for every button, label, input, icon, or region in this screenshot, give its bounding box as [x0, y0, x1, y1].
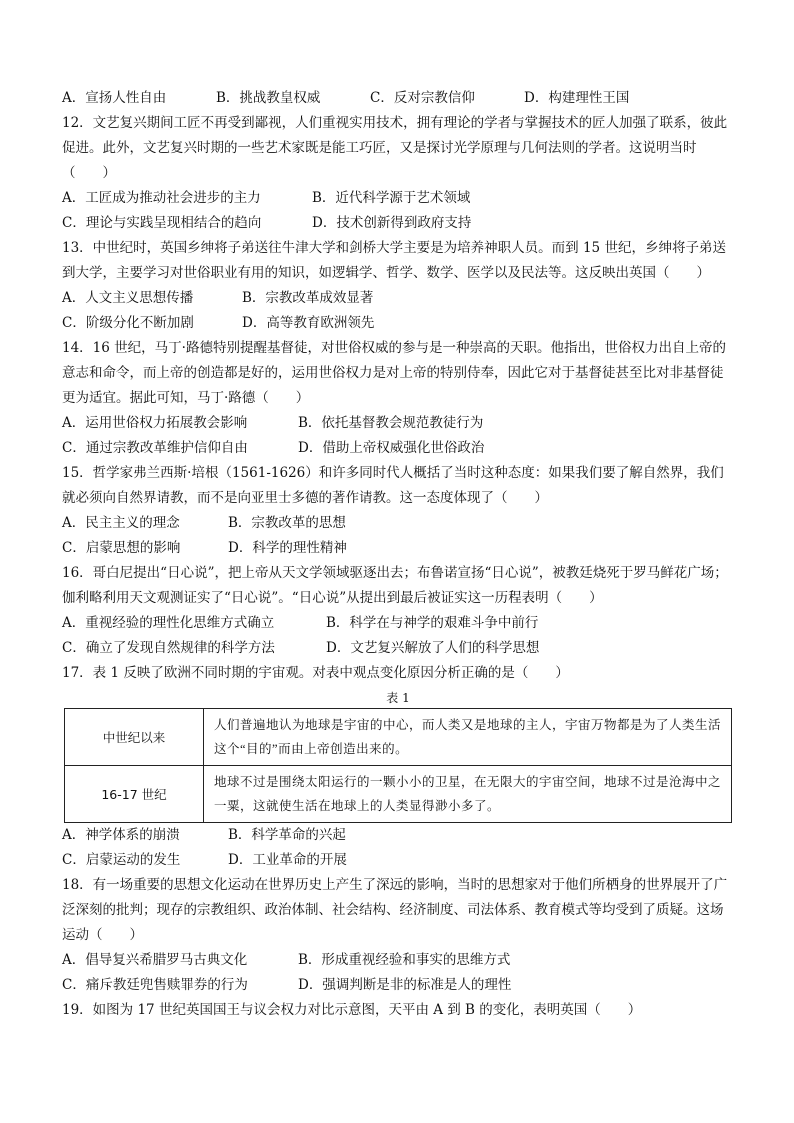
table-cell-description: 人们普遍地认为地球是宇宙的中心，而人类又是地球的主人，宇宙万物都是为了人类生活这个“目的”而由上帝创造出来的。	[204, 709, 732, 766]
option-b: B．依托基督教会规范教徒行为	[298, 415, 484, 431]
q18-options-2	[62, 973, 734, 998]
table-caption: 表 1	[386, 691, 410, 705]
option-b: B．科学在与神学的艰难斗争中前行	[326, 615, 539, 631]
table-cell-period: 中世纪以来	[65, 709, 204, 766]
option-c: C．理论与实践呈现相结合的趋向	[62, 215, 262, 231]
option-b: B．宗教改革的思想	[228, 515, 346, 531]
q13-options-2	[62, 311, 734, 336]
option-a: A．运用世俗权力拓展教会影响	[62, 415, 248, 431]
q12-options	[62, 186, 734, 211]
option-d: D．文艺复兴解放了人们的科学思想	[326, 640, 540, 656]
option-a: A．宣扬人性自由	[62, 90, 167, 106]
option-a: A．重视经验的理性化思维方式确立	[62, 615, 275, 631]
table-row	[65, 766, 732, 823]
table-cell-period: 16-17 世纪	[65, 766, 204, 823]
option-d: D．借助上帝权威强化世俗政治	[298, 440, 485, 456]
option-a: A．工匠成为推动社会进步的主力	[62, 190, 261, 206]
q11-options	[62, 86, 734, 111]
q14-options	[62, 411, 734, 436]
option-d: D．技术创新得到政府支持	[312, 215, 472, 231]
option-b: B．挑战教皇权威	[216, 90, 321, 106]
q18-options	[62, 948, 734, 973]
table-row	[65, 709, 732, 766]
option-d: D．强调判断是非的标准是人的理性	[298, 977, 512, 993]
option-d: D．工业革命的开展	[228, 852, 347, 868]
option-c: C．阶级分化不断加剧	[62, 315, 194, 331]
q14-stem: 14．16 世纪，马丁·路德特别提醒基督徒，对世俗权威的参与是一种崇高的天职。他指出，世俗权力出自上帝的意志和命令，而上帝的创造都是好的，运用世俗权力是对上帝的特别侍奉，因此它对于基督徒甚至比对非基督徒更为适宜。据此可知，马丁·路德（ ）	[62, 340, 726, 406]
option-b: B．近代科学源于艺术领域	[312, 190, 471, 206]
option-a: A．神学体系的崩溃	[62, 827, 180, 843]
cosmology-table	[64, 708, 732, 823]
option-d: D．高等教育欧洲领先	[242, 315, 375, 331]
option-a: A．民主主义的理念	[62, 515, 180, 531]
option-c: C．反对宗教信仰	[370, 90, 475, 106]
q17-options-2	[62, 848, 734, 873]
q17-stem: 17．表 1 反映了欧洲不同时期的宇宙观。对表中观点变化原因分析正确的是（ ）	[62, 665, 569, 681]
table-cell-description: 地球不过是围绕太阳运行的一颗小小的卫星，在无限大的宇宙空间，地球不过是沧海中之一粟，这就使生活在地球上的人类显得渺小多了。	[204, 766, 732, 823]
q16-stem: 16．哥白尼提出“日心说”，把上帝从天文学领域驱逐出去；布鲁诺宣扬“日心说”，被教廷烧死于罗马鲜花广场；伽利略利用天文观测证实了“日心说”。“日心说”从提出到最后被证实这一历程表明（ ）	[62, 565, 728, 606]
option-c: C．通过宗教改革维护信仰自由	[62, 440, 248, 456]
option-b: B．宗教改革成效显著	[242, 290, 374, 306]
option-d: D．构建理性王国	[524, 90, 630, 106]
option-a: A．倡导复兴希腊罗马古典文化	[62, 952, 248, 968]
option-c: C．确立了发现自然规律的科学方法	[62, 640, 275, 656]
q15-options	[62, 511, 734, 536]
option-b: B．科学革命的兴起	[228, 827, 346, 843]
q18-stem: 18．有一场重要的思想文化运动在世界历史上产生了深远的影响，当时的思想家对于他们所栖身的世界展开了广泛深刻的批判；现存的宗教组织、政治体制、社会结构、经济制度、司法体系、教育模式等均受到了质疑。这场运动（ ）	[62, 877, 728, 943]
exam-page	[62, 86, 734, 1023]
q16-options-2	[62, 636, 734, 661]
q19-stem: 19．如图为 17 世纪英国国王与议会权力对比示意图，天平由 A 到 B 的变化，表明英国（ ）	[62, 1002, 642, 1018]
option-c: C．启蒙运动的发生	[62, 852, 181, 868]
option-a: A．人文主义思想传播	[62, 290, 194, 306]
option-d: D．科学的理性精神	[228, 540, 347, 556]
option-b: B．形成重视经验和事实的思维方式	[298, 952, 511, 968]
q17-options	[62, 823, 734, 848]
q16-options	[62, 611, 734, 636]
q15-options-2	[62, 536, 734, 561]
option-c: C．痛斥教廷兜售赎罪券的行为	[62, 977, 248, 993]
q13-stem: 13．中世纪时，英国乡绅将子弟送往牛津大学和剑桥大学主要是为培养神职人员。而到 15 世纪，乡绅将子弟送到大学，主要学习对世俗职业有用的知识，如逻辑学、哲学、数学、医学以及民法等。这反映出英国（ ）	[62, 240, 726, 281]
option-c: C．启蒙思想的影响	[62, 540, 181, 556]
q14-options-2	[62, 436, 734, 461]
q13-options	[62, 286, 734, 311]
q12-options-2	[62, 211, 734, 236]
q15-stem: 15．哲学家弗兰西斯·培根（1561-1626）和许多同时代人概括了当时这种态度：如果我们要了解自然界，我们就必须向自然界请教，而不是向亚里士多德的著作请教。这一态度体现了（ ）	[62, 465, 724, 506]
q12-stem: 12．文艺复兴期间工匠不再受到鄙视，人们重视实用技术，拥有理论的学者与掌握技术的匠人加强了联系，彼此促进。此外，文艺复兴时期的一些艺术家既是能工巧匠，又是探讨光学原理与几何法则的学者。这说明当时（ ）	[62, 115, 728, 181]
